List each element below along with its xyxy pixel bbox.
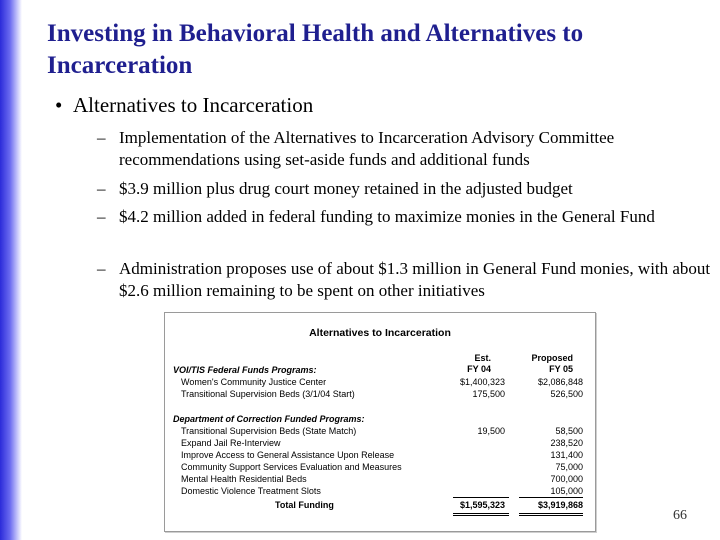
sub-bullet <box>97 258 712 302</box>
table-row <box>165 377 595 389</box>
section-heading: VOI/TIS Federal Funds Programs: <box>173 365 317 375</box>
dash-icon: – <box>97 179 106 198</box>
section-heading-row <box>165 365 595 377</box>
row-fy05: 105,000 <box>550 486 583 496</box>
row-fy05: 700,000 <box>550 474 583 484</box>
double-rule-fy04 <box>453 513 509 514</box>
row-fy05: 238,520 <box>550 438 583 448</box>
total-fy04: $1,595,323 <box>459 500 505 510</box>
sub-bullet-text: $4.2 million added in federal funding to maximize monies in the General Fund <box>119 207 655 226</box>
col-header-line: FY 04 <box>467 364 491 374</box>
total-fy05: $3,919,868 <box>537 500 583 510</box>
total-row <box>165 500 595 512</box>
row-fy05: 75,000 <box>555 462 583 472</box>
row-fy05: 58,500 <box>555 426 583 436</box>
dash-icon: – <box>97 207 106 226</box>
double-rule-fy05 <box>519 515 583 516</box>
row-fy05: 131,400 <box>550 450 583 460</box>
double-rule-fy05 <box>519 513 583 514</box>
row-fy05: $2,086,848 <box>537 377 583 387</box>
sub-bullet-text: $3.9 million plus drug court money retained in the adjusted budget <box>119 179 573 198</box>
row-label: Transitional Supervision Beds (State Match) <box>181 426 357 436</box>
double-rule-fy04 <box>453 515 509 516</box>
row-label: Domestic Violence Treatment Slots <box>181 486 321 496</box>
row-label: Mental Health Residential Beds <box>181 474 307 484</box>
total-rule-fy05 <box>519 497 583 498</box>
row-label: Transitional Supervision Beds (3/1/04 Start) <box>181 389 355 399</box>
col-header-line: Proposed <box>531 353 573 363</box>
main-bullet-text: Alternatives to Incarceration <box>73 93 314 117</box>
funding-table <box>164 312 596 532</box>
section-heading-row <box>165 414 595 426</box>
main-bullet <box>55 93 313 118</box>
table-row <box>165 450 595 462</box>
total-rule-fy04 <box>453 497 509 498</box>
table-title: Alternatives to Incarceration <box>309 327 451 339</box>
sub-bullet-text: Implementation of the Alternatives to Incarceration Advisory Committee recommendations using set-aside funds and additional funds <box>119 128 615 169</box>
dash-icon: – <box>97 259 106 278</box>
total-label: Total Funding <box>275 500 334 510</box>
row-label: Community Support Services Evaluation and Measures <box>181 462 402 472</box>
page-number: 66 <box>673 508 687 523</box>
slide-title: Investing in Behavioral Health and Alternatives to Incarceration <box>47 20 584 79</box>
row-fy04: 19,500 <box>477 426 505 436</box>
table-row <box>165 474 595 486</box>
col-header-line: FY 05 <box>549 364 573 374</box>
bullet-dot-icon: • <box>55 93 63 117</box>
table-row <box>165 462 595 474</box>
sub-bullet <box>97 127 712 171</box>
table-row <box>165 426 595 438</box>
row-label: Women's Community Justice Center <box>181 377 327 387</box>
col-header-line: Est. <box>474 353 491 363</box>
table-row <box>165 438 595 450</box>
row-fy05: 526,500 <box>550 389 583 399</box>
row-label: Improve Access to General Assistance Upon Release <box>181 450 395 460</box>
sub-bullet <box>97 206 712 228</box>
sub-bullet <box>97 178 712 200</box>
row-fy04: $1,400,323 <box>459 377 505 387</box>
row-label: Expand Jail Re-Interview <box>181 438 281 448</box>
dash-icon: – <box>97 128 106 147</box>
section-heading: Department of Correction Funded Programs: <box>173 414 365 424</box>
table-row <box>165 389 595 401</box>
sub-bullet-text: Administration proposes use of about $1.3 million in General Fund monies, with about $2.6 million remaining to be spent on other initiatives <box>119 259 711 300</box>
row-fy04: 175,500 <box>472 389 505 399</box>
slide-sidebar-gradient <box>0 0 22 540</box>
